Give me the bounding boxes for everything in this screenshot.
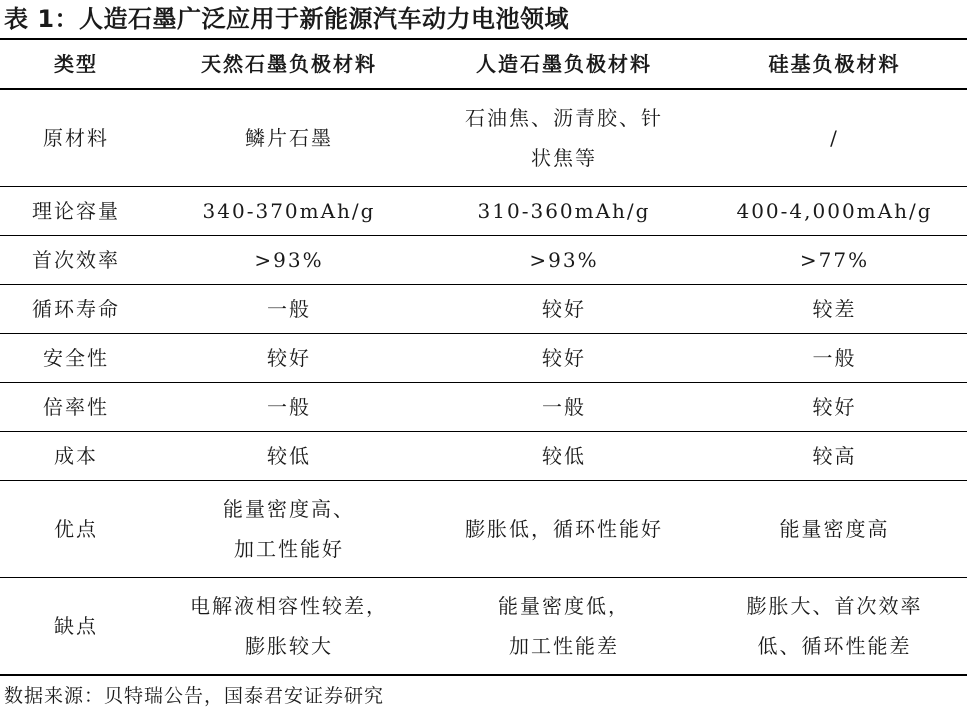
cell-text: 低、循环性能差 [757,634,912,658]
cell-text: 较好 [267,346,311,370]
silicon-based-cell [702,89,967,187]
row-label-cell [0,481,152,578]
cell-text: >93% [254,248,324,272]
artificial-graphite-cell [426,383,702,432]
natural-graphite-cell [152,578,426,676]
cell-text: 安全性 [43,346,109,370]
cell-text: 340-370mAh/g [202,199,376,223]
row-label-cell [0,334,152,383]
natural-graphite-cell [152,285,426,334]
data-source-note: 数据来源：贝特瑞公告，国泰君安证券研究 [4,685,385,707]
header-artificial-graphite: 人造石墨负极材料 [426,39,702,89]
cell-text: 石油焦、沥青胶、针 [465,106,663,130]
cell-text: 能量密度高 [779,517,890,541]
cell-text: 一般 [267,297,311,321]
cell-text: 310-360mAh/g [477,199,651,223]
cell-text: 鳞片石墨 [245,126,333,150]
silicon-based-cell [702,236,967,285]
natural-graphite-cell [152,236,426,285]
cell-text: 倍率性 [43,395,109,419]
comparison-table [0,38,967,676]
cell-text: 缺点 [54,614,98,638]
cell-text: 成本 [54,444,98,468]
silicon-based-cell [702,578,967,676]
row-label-cell [0,578,152,676]
silicon-based-cell [702,432,967,481]
cell-text: 较好 [542,346,586,370]
artificial-graphite-cell [426,285,702,334]
silicon-based-cell [702,481,967,578]
cell-text: 状焦等 [531,146,597,170]
cell-text: 膨胀较大 [245,634,333,658]
cell-text: 较低 [542,444,586,468]
table-row [0,334,967,383]
table-row [0,285,967,334]
cell-text: 较好 [812,395,857,419]
table-row [0,481,967,578]
cell-text: 能量密度高、 [223,497,355,521]
table-row [0,383,967,432]
cell-text: >93% [529,248,599,272]
table-row [0,236,967,285]
table-row [0,89,967,187]
cell-text: >77% [799,248,870,272]
cell-text: 较差 [812,297,857,321]
cell-text: 膨胀大、首次效率 [746,594,923,618]
header-silicon-based: 硅基负极材料 [702,39,967,89]
cell-text: 一般 [267,395,311,419]
artificial-graphite-cell [426,578,702,676]
cell-text: 电解液相容性较差， [190,594,388,618]
header-natural-graphite: 天然石墨负极材料 [152,39,426,89]
cell-text: / [830,126,839,150]
silicon-based-cell [702,187,967,236]
row-label-cell [0,89,152,187]
cell-text: 一般 [542,395,586,419]
cell-text: 400-4,000mAh/g [736,199,933,223]
natural-graphite-cell [152,334,426,383]
cell-text: 首次效率 [32,248,120,272]
table-row [0,432,967,481]
natural-graphite-cell [152,383,426,432]
artificial-graphite-cell [426,236,702,285]
natural-graphite-cell [152,89,426,187]
header-type: 类型 [0,39,152,89]
row-label-cell [0,432,152,481]
cell-text: 较低 [267,444,311,468]
table-row [0,578,967,676]
table-title: 表 1：人造石墨广泛应用于新能源汽车动力电池领域 [4,5,570,33]
cell-text: 加工性能差 [509,634,619,658]
row-label-cell [0,187,152,236]
natural-graphite-cell [152,481,426,578]
cell-text: 较高 [812,444,857,468]
cell-text: 加工性能好 [234,537,344,561]
silicon-based-cell [702,383,967,432]
silicon-based-cell [702,285,967,334]
natural-graphite-cell [152,187,426,236]
cell-text: 优点 [54,517,98,541]
table-row [0,187,967,236]
artificial-graphite-cell [426,187,702,236]
artificial-graphite-cell [426,89,702,187]
cell-text: 循环寿命 [32,297,120,321]
cell-text: 能量密度低， [498,594,630,618]
row-label-cell [0,285,152,334]
cell-text: 一般 [812,346,857,370]
row-label-cell [0,236,152,285]
cell-text: 膨胀低，循环性能好 [465,517,663,541]
cell-text: 较好 [542,297,586,321]
artificial-graphite-cell [426,432,702,481]
cell-text: 原材料 [43,126,109,150]
natural-graphite-cell [152,432,426,481]
artificial-graphite-cell [426,481,702,578]
row-label-cell [0,383,152,432]
silicon-based-cell [702,334,967,383]
table-body [0,89,967,675]
artificial-graphite-cell [426,334,702,383]
cell-text: 理论容量 [32,199,120,223]
table-header-row [0,39,967,89]
